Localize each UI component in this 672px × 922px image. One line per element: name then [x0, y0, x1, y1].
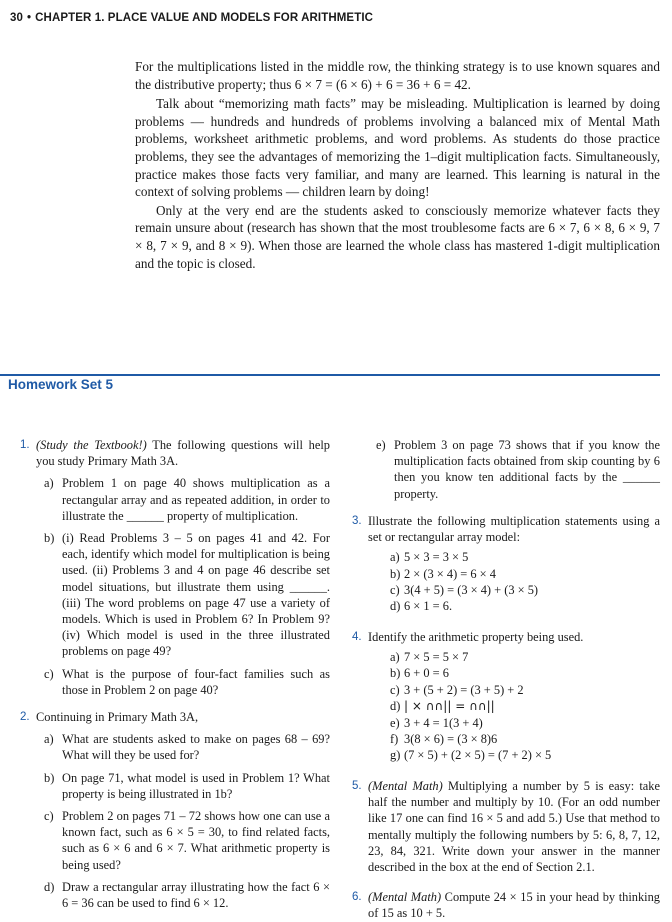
list-item — [390, 665, 660, 681]
problem-2d — [36, 879, 330, 911]
item-text: (7 × 5) + (2 × 5) = (7 + 2) × 5 — [404, 748, 552, 763]
item-text: 3(8 × 6) = (3 × 8)6 — [404, 732, 498, 747]
problem-2c — [36, 808, 330, 873]
item-text: 3 + (5 + 2) = (3 + 5) + 2 — [404, 682, 524, 697]
item-label: f) — [390, 732, 399, 747]
problem-lead: Continuing in Primary Math 3A, — [36, 710, 199, 725]
part-text: Draw a rectangular array illustrating how the fact 6 × 6 = 36 can be used to find 6 × 12. — [62, 879, 330, 911]
list-item — [390, 549, 660, 565]
list-item — [390, 649, 660, 665]
part-label: c) — [44, 666, 54, 681]
part-label: a) — [44, 476, 54, 491]
list-item — [390, 715, 660, 731]
problem-1c — [36, 666, 330, 698]
item-label: a) — [390, 550, 400, 565]
problem-number: 4. — [352, 630, 362, 643]
part-text: Problem 2 on pages 71 – 72 shows how one can use a known fact, such as 6 × 5 = 30, to find related facts, such as 6 × 6 and 6 × 7. What arithmetic property is being used? — [62, 809, 330, 872]
part-label: b) — [44, 770, 55, 785]
item-text: 2 × (3 × 4) = 6 × 4 — [404, 566, 496, 581]
problem-5 — [346, 778, 660, 875]
problem-2b — [36, 770, 330, 802]
problem-number: 1. — [20, 439, 30, 451]
item-text: 3 + 4 = 1(3 + 4) — [404, 715, 483, 730]
part-text: What is the purpose of four-fact families such as those in Problem 2 on page 40? — [62, 666, 330, 697]
problem-lead-italic: (Mental Math) — [368, 890, 442, 905]
item-label: a) — [390, 650, 400, 665]
item-label: d) — [390, 599, 401, 614]
item-label: d) — [390, 699, 401, 714]
part-label: b) — [44, 531, 55, 546]
problem-number: 6. — [352, 891, 362, 904]
problem-4-list — [368, 649, 660, 764]
item-label: e) — [390, 715, 400, 730]
homework-divider — [0, 374, 660, 376]
part-text: Problem 1 on page 40 shows multiplication as a rectangular array and as repeated addition, in order to illustrate the ______ property of multiplication. — [62, 476, 330, 523]
list-item-egyptian-numerals — [390, 698, 660, 714]
item-label: c) — [390, 583, 400, 598]
problem-4 — [346, 629, 660, 764]
list-item — [390, 747, 660, 763]
problem-number: 2. — [20, 711, 30, 724]
part-text: What are students asked to make on pages 68 – 69? What will they be used for? — [62, 732, 330, 763]
problem-lead-italic: (Study the Textbook!) — [36, 438, 147, 452]
item-text: 6 + 0 = 6 — [404, 666, 449, 681]
intro-text — [135, 58, 660, 272]
part-label: d) — [44, 879, 55, 894]
part-label: c) — [44, 809, 54, 824]
problem-number: 3. — [352, 514, 362, 527]
list-item — [390, 682, 660, 698]
problem-1a — [36, 475, 330, 524]
problem-lead: The following questions will help you study Primary Math 3A. — [36, 438, 330, 469]
left-column — [0, 437, 330, 911]
intro-paragraph-3: Only at the very end are the students asked to consciously memorize whatever facts they remain unsure about (research has shown that the most troublesome facts are 6 × 7, 6 × 8, 6 × 9, 7 × 8, 7 × 9, and 8 × 9). When those are learned the whole class has mastered 1-digit multiplication and the topic is closed. — [135, 202, 660, 271]
intro-paragraph-1: For the multiplications listed in the middle row, the thinking strategy is to use known squares and the distributive property; thus 6 × 7 = (6 × 6) + 6 = 36 + 6 = 42. — [135, 59, 660, 92]
problem-6 — [346, 889, 660, 921]
part-label: e) — [376, 438, 386, 452]
item-text: 6 × 1 = 6. — [404, 599, 453, 614]
chapter-title: CHAPTER 1. PLACE VALUE AND MODELS FOR ARITHMETIC — [35, 12, 374, 24]
intro-paragraph-2: Talk about “memorizing math facts” may be misleading. Multiplication is learned by doing problems — hundreds and hundreds of problems involving a balanced mix of Mental Math problems, worksheet arithmetic problems, and word problems. As students do those practice problems, they see the advantages of memorizing the 1–digit multiplication facts. Simultaneously, practice makes those facts very familiar, and many are learned. This learning is natural in the context of solving problems — children learn by doing! — [135, 96, 660, 200]
problem-1e — [346, 437, 660, 502]
problem-3 — [346, 513, 660, 615]
problem-lead: Illustrate the following multiplication statements using a set or rectangular array model: — [368, 513, 660, 545]
item-text: 3(4 + 5) = (3 × 4) + (3 × 5) — [404, 583, 539, 598]
problem-lead: Compute 24 × 15 in your head by thinking of 15 as 10 + 5. — [368, 890, 660, 921]
homework-title: Homework Set 5 — [8, 377, 114, 392]
part-text: On page 71, what model is used in Problem 1? What property is being illustrated in 1b? — [62, 770, 330, 801]
problem-number: 5. — [352, 779, 362, 792]
item-label: b) — [390, 566, 401, 581]
list-item — [390, 598, 660, 614]
part-text: Problem 3 on page 73 shows that if you know the multiplication facts obtained from skip counting by 6 then you know ten additional facts by the ______ property. — [394, 438, 660, 501]
problem-1b — [36, 530, 330, 660]
list-item — [390, 731, 660, 747]
problem-1 — [0, 437, 330, 698]
page-number: 30 — [10, 12, 23, 24]
problem-lead-italic: (Mental Math) — [368, 778, 443, 793]
item-text: | × ∩∩|| = ∩∩|| — [404, 699, 495, 714]
list-item — [390, 566, 660, 582]
problem-lead: Multiplying a number by 5 is easy: take half the number and multiply by 10. (For an odd number like 17 one can find 16 × 5 and add 5.) Use that method to mentally multiply the following numbers by 5: 6, 8, 7, 12, 23, 84, 321. Write down your answer in the manner described in the box at the end of Section 2.1. — [368, 778, 660, 874]
problem-lead: Identify the arithmetic property being used. — [368, 629, 584, 644]
item-label: g) — [390, 748, 401, 763]
header-bullet: • — [27, 12, 32, 24]
item-label: b) — [390, 666, 401, 681]
item-text: 5 × 3 = 3 × 5 — [404, 550, 469, 565]
right-column — [346, 437, 660, 922]
list-item — [390, 582, 660, 598]
part-text: (i) Read Problems 3 – 5 on pages 41 and 42. For each, identify which model for multiplication is being used. (ii) Problems 3 and 4 on page 46 describe set model situations, but illustrate them using ______. (iii) The word problems on page 47 use a variety of models. Which is used in Problem 6? In Problem 9? (iv) Which model is used in the three illustrated problems on page 49? — [62, 531, 330, 659]
item-text: 7 × 5 = 5 × 7 — [404, 650, 469, 665]
problem-2a — [36, 731, 330, 763]
problem-3-list — [368, 549, 660, 615]
running-header — [10, 12, 373, 24]
problem-2 — [0, 709, 330, 911]
item-label: c) — [390, 682, 400, 697]
part-label: a) — [44, 732, 54, 747]
